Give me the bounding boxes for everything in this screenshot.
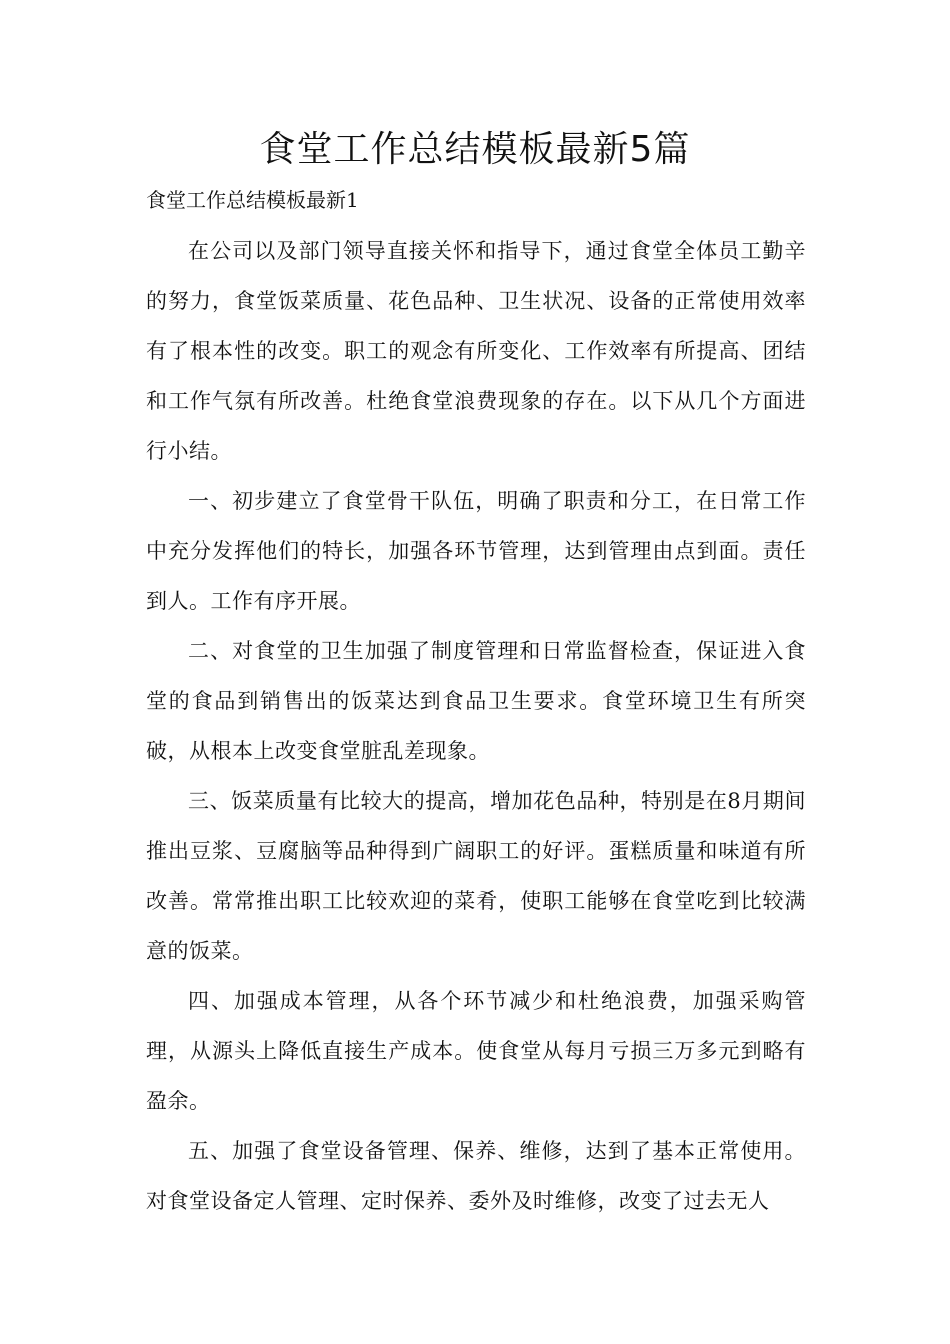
paragraph-intro: 在公司以及部门领导直接关怀和指导下，通过食堂全体员工勤辛的努力，食堂饭菜质量、花色品种、卫生状况、设备的正常使用效率有了根本性的改变。职工的观念有所变化、工作效率有所提高、团结和工作气氛有所改善。杜绝食堂浪费现象的存在。以下从几个方面进行小结。	[146, 239, 806, 463]
document-body	[146, 226, 806, 1226]
paragraph-item-5: 五、加强了食堂设备管理、保养、维修，达到了基本正常使用。对食堂设备定人管理、定时保养、委外及时维修，改变了过去无人	[146, 1139, 806, 1213]
paragraph-item-4: 四、加强成本管理，从各个环节减少和杜绝浪费，加强采购管理，从源头上降低直接生产成本。使食堂从每月亏损三万多元到略有盈余。	[146, 989, 806, 1113]
paragraph-item-2: 二、对食堂的卫生加强了制度管理和日常监督检查，保证进入食堂的食品到销售出的饭菜达到食品卫生要求。食堂环境卫生有所突破，从根本上改变食堂脏乱差现象。	[146, 639, 806, 763]
paragraph-item-3: 三、饭菜质量有比较大的提高，增加花色品种，特别是在8月期间推出豆浆、豆腐脑等品种得到广阔职工的好评。蛋糕质量和味道有所改善。常常推出职工比较欢迎的菜肴，使职工能够在食堂吃到比较满意的饭菜。	[146, 789, 806, 963]
section-heading: 食堂工作总结模板最新1	[146, 188, 359, 212]
document-title: 食堂工作总结模板最新5篇	[259, 129, 691, 170]
paragraph-item-1: 一、初步建立了食堂骨干队伍，明确了职责和分工，在日常工作中充分发挥他们的特长，加强各环节管理，达到管理由点到面。责任到人。工作有序开展。	[146, 489, 806, 613]
